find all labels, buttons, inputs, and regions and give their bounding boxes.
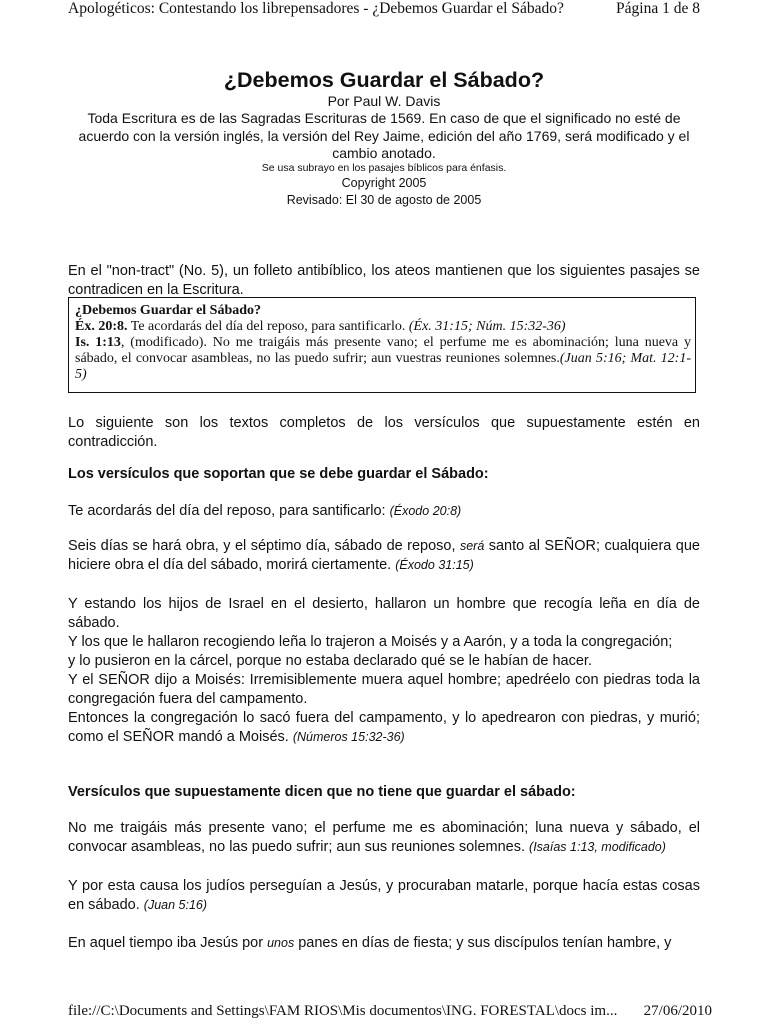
box-exodus-line [75,319,691,335]
verse-line: y lo pusieron en la cárcel, porque no estaba declarado qué se le habían de hacer. [68,653,592,669]
verse-text: panes en días de fiesta; y sus discípulos tenían hambre, y [294,935,672,951]
box-isaiah-text: , (modificado). No me traigáis más presente vano; el perfume me es abominación; luna nueva y sábado, el convocar asambleas, no las puedo sufrir; aun vuestras reuniones solemnes. [75,335,692,366]
footer-date: 27/06/2010 [643,1003,712,1019]
section-heading-not-keep-sabbath: Versículos que supuestamente dicen que no tiene que guardar el sábado: [68,784,576,800]
copyright-line: Copyright 2005 [341,176,427,190]
document-title: ¿Debemos Guardar el Sábado? [223,68,545,92]
page-header-title: Apologéticos: Contestando los librepensadores - ¿Debemos Guardar el Sábado? [68,0,564,17]
box-exodus-cite: (Éx. 31:15; Núm. 15:32-36) [408,319,566,334]
verse-text: En aquel tiempo iba Jesús por [68,935,268,951]
verse-citation: (Éxodo 31:15) [395,558,474,572]
verse-exodus-31-15 [68,537,700,575]
verse-text: No me traigáis más presente vano; el perfume me es abominación; luna nueva y sábado, el convocar asambleas, no las puedo sufrir; aun sus reuniones solemnes. [68,820,700,855]
box-isaiah-ref: Is. 1:13 [75,335,121,350]
verse-exodus-20-8 [68,502,700,521]
box-title: ¿Debemos Guardar el Sábado? [75,303,262,318]
quoted-tract-box [68,297,696,393]
footer-file-path: file://C:\Documents and Settings\FAM RIOS\Mis documentos\ING. FORESTAL\docs im... [68,1003,618,1019]
verse-john-5-16 [68,877,700,915]
box-exodus-text: Te acordarás del día del reposo, para santificarlo. [127,319,409,334]
verse-text: Y por esta causa los judíos perseguían a Jesús, y procuraban matarle, porque hacía estas cosas en sábado. [68,878,700,913]
verse-text: Entonces la congregación lo sacó fuera del campamento, y lo apedrearon con piedras, y murió; como el SEÑOR mandó a Moisés. [68,710,700,745]
box-exodus-ref: Éx. 20:8. [75,319,128,334]
box-isaiah-line [75,335,691,383]
verse-citation: (Juan 5:16) [143,898,208,912]
verse-line: Y el SEÑOR dijo a Moisés: Irremisiblemente muera aquel hombre; apedréelo con piedras toda la congregación fuera del campamento. [68,672,700,707]
verse-line: Y estando los hijos de Israel en el desierto, hallaron un hombre que recogía leña en día de sábado. [68,596,700,631]
verse-citation: (Éxodo 20:8) [389,504,462,518]
revised-line: Revisado: El 30 de agosto de 2005 [286,193,482,207]
page-number: Página 1 de 8 [616,0,700,17]
quoted-tract-text [75,303,691,383]
version-note: Toda Escritura es de las Sagradas Escrituras de 1569. En caso de que el significado no esté de acuerdo con la versión inglés, la versión del Rey Jaime, edición del año 1769, será modificado y el cambio anotado. [78,110,690,161]
verse-matthew-12-1 [68,934,700,953]
intro-paragraph: En el "non-tract" (No. 5), un folleto antibíblico, los ateos mantienen que los siguientes pasajes se contradicen en la Escritura. [68,263,700,298]
verse-line [68,709,700,747]
verse-emphasis: será [459,539,485,553]
box-isaiah-cite: (Juan 5:16; Mat. 12:1-5) [75,351,692,382]
author-line: Por Paul W. Davis [327,93,441,109]
verse-text: Seis días se hará obra, y el séptimo día, sábado de reposo, [68,538,460,554]
verse-numbers-15-32-36 [68,595,700,747]
underline-note: Se usa subrayo en los pasajes bíblicos para énfasis. [261,162,507,174]
verse-isaiah-1-13 [68,819,700,857]
verse-text: santo al SEÑOR; cualquiera que hiciere obra el día del sábado, morirá ciertamente. [68,538,700,573]
verse-text: Te acordarás del día del reposo, para santificarlo: [68,503,390,519]
verse-citation: (Números 15:32-36) [292,730,405,744]
body-paragraph-1: Lo siguiente son los textos completos de los versículos que supuestamente estén en contradicción. [68,415,700,450]
verse-line: Y los que le hallaron recogiendo leña lo trajeron a Moisés y a Aarón, y a toda la congregación; [68,634,673,650]
section-heading-keep-sabbath: Los versículos que soportan que se debe guardar el Sábado: [68,466,489,482]
verse-citation: (Isaías 1:13, modificado) [529,840,666,854]
verse-emphasis: unos [267,936,295,950]
